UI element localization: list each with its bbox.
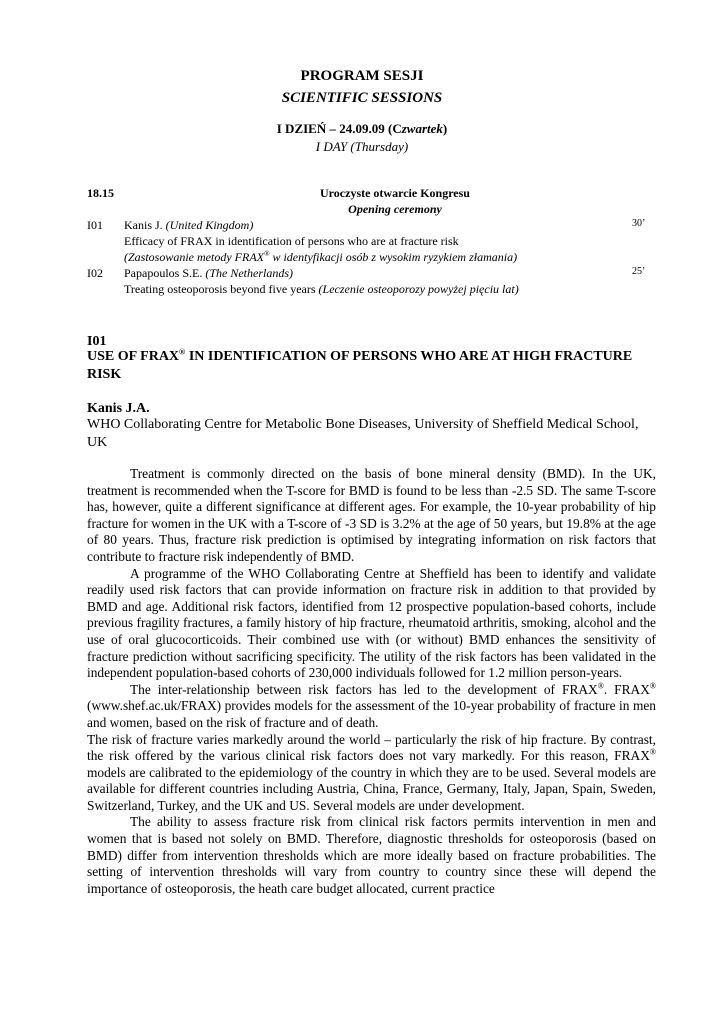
title-polish: (Leczenie osteoporozy powyżej pięciu lat)	[318, 282, 519, 296]
day-heading-prefix: I DZIEŃ – 24.09.09 (C	[276, 121, 402, 136]
schedule-item-speaker-line	[124, 218, 253, 233]
abstract-title-part-a: USE OF FRAX	[87, 349, 180, 364]
text-run: models are calibrated to the epidemiology of the country in which they are to be used. Several models are available for different countries including Austria, China, France, Germany, Italy, Japan, Spain, Sweden, Switzerland, Turkey, and the UK and US. Several models are under development.	[87, 764, 656, 813]
title-polish-part-b: w identyfikacji osób z wysokim ryzykiem złamania)	[269, 250, 518, 264]
program-subtitle: SCIENTIFIC SESSIONS	[281, 90, 443, 106]
speaker-name: Kanis J.	[124, 218, 163, 232]
text-run: The inter-relationship between risk factors has led to the development of FRAX	[130, 681, 598, 697]
registered-mark: ®	[649, 747, 656, 757]
title-english: Treating osteoporosis beyond five years	[124, 282, 316, 296]
opening-title-english: Opening ceremony	[348, 202, 442, 216]
day-heading-suffix: )	[442, 121, 448, 136]
day-heading-english: I DAY (Thursday)	[315, 139, 409, 154]
registered-mark: ®	[263, 250, 270, 258]
registered-mark: ®	[649, 681, 656, 691]
schedule-item-title: Efficacy of FRAX in identification of persons who are at fracture risk	[124, 234, 459, 248]
title-polish-part-a: (Zastosowanie metody FRAX	[124, 250, 264, 264]
day-heading-weekday: zwartek	[401, 121, 443, 136]
speaker-name: Papapoulos S.E.	[124, 266, 203, 280]
text-run: The risk of fracture varies markedly around the world – particularly the risk of hip fracture. By contrast, the risk offered by the various clinical risk factors does not vary markedly. For this reason, FRAX	[87, 731, 656, 764]
abstract-author: Kanis J.A.	[87, 401, 150, 416]
speaker-country: (The Netherlands)	[205, 266, 293, 280]
schedule-item-title-polish	[124, 250, 517, 265]
text-run: (www.shef.ac.uk/FRAX) provides models for the assessment of the 10-year probability of fracture in men and women, based on the risk of fracture and of death.	[87, 698, 656, 730]
program-title: PROGRAM SESJI	[300, 68, 424, 84]
body-paragraph	[87, 732, 656, 815]
schedule-item-duration: 30’	[632, 218, 646, 229]
registered-mark: ®	[597, 681, 604, 691]
abstract-title	[87, 348, 647, 384]
abstract-affiliation: WHO Collaborating Centre for Metabolic Bone Diseases, University of Sheffield Medical School, UK	[87, 417, 639, 450]
schedule-item-speaker-line	[124, 266, 293, 281]
schedule-item-duration: 25’	[632, 266, 646, 277]
abstract-id: I01	[87, 334, 107, 349]
body-paragraph: Treatment is commonly directed on the basis of bone mineral density (BMD). In the UK, treatment is recommended when the T-score for BMD is found to be less than -2.5 SD. The same T-score has, however, quite a different significance at different ages. For example, the 10-year probability of hip fracture for women in the UK with a T-score of -3 SD is 3.2% at the age of 50 years, but 19.8% at the age of 80 years. Thus, fracture risk prediction is optimised by integrating information on risk factors that contribute to fracture risk independently of BMD.	[87, 466, 656, 564]
text-run: . FRAX	[603, 681, 650, 697]
schedule-item-code: I02	[87, 266, 103, 280]
schedule-item-title	[124, 282, 519, 297]
body-paragraph: A programme of the WHO Collaborating Centre at Sheffield has been to identify and validate readily used risk factors that can provide information on fracture risk in addition to that provided by BMD and age. Additional risk factors, identified from 12 prospective population-based cohorts, include previous fragility fractures, a family history of hip fracture, rheumatoid arthritis, smoking, alcohol and the use of oral glucocorticoids. Their combined use with (or without) BMD enhances the sensitivity of fracture prediction without sacrificing specificity. The utility of the risk factors has been validated in the independent population-based cohorts of 230,000 individuals followed for 1.2 million person-years.	[87, 565, 656, 681]
abstract-body	[87, 466, 656, 897]
speaker-country: (United Kingdom)	[165, 218, 254, 232]
abstract-title-part-b: IN IDENTIFICATION OF PERSONS WHO ARE AT HIGH FRACTURE RISK	[87, 349, 633, 382]
registered-mark: ®	[179, 347, 186, 357]
body-paragraph: The ability to assess fracture risk from clinical risk factors permits intervention in men and women that is based not solely on BMD. Therefore, diagnostic thresholds for osteoporosis (based on BMD) differ from intervention thresholds which are more ideally based on fracture probabilities. The setting of intervention thresholds will vary from country to country since these will depend the importance of osteoporosis, the heath care budget allocated, current practice	[87, 814, 656, 896]
body-paragraph	[87, 682, 656, 732]
opening-title: Uroczyste otwarcie Kongresu	[320, 186, 470, 200]
day-heading	[0, 121, 724, 137]
schedule-time: 18.15	[87, 186, 114, 200]
schedule-item-code: I01	[87, 218, 103, 232]
